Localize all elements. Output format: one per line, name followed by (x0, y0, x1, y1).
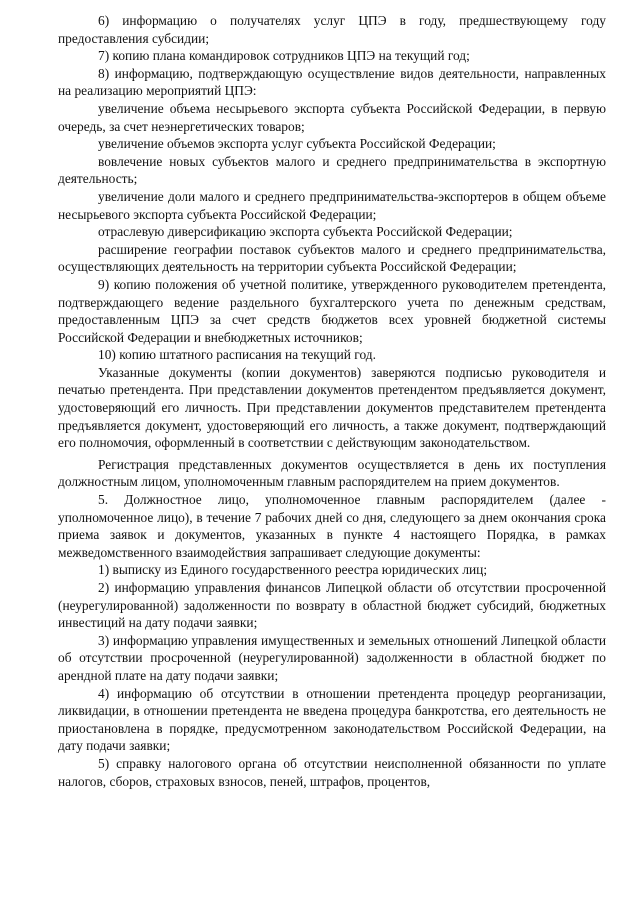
paragraph-new-subjects: вовлечение новых субъектов малого и среднего предпринимательства в экспортную деятельность; (58, 153, 606, 187)
paragraph-geography: расширение географии поставок субъектов малого и среднего предпринимательства, осуществляющих деятельность на территории субъекта Российской Федерации; (58, 241, 606, 275)
paragraph-export-volume: увеличение объема несырьевого экспорта субъекта Российской Федерации, в первую очередь, за счет неэнергетических товаров; (58, 100, 606, 134)
paragraph-item-7-travel-plan: 7) копию плана командировок сотрудников ЦПЭ на текущий год; (98, 48, 470, 64)
paragraph-export-services: увеличение объемов экспорта услуг субъекта Российской Федерации; (98, 136, 496, 152)
paragraph-request-3-property: 3) информацию управления имущественных и земельных отношений Липецкой области об отсутствии просроченной (неурегулированной) задолженности в областной бюджет по арендной плате на дату подачи заявки; (58, 632, 606, 683)
paragraph-request-5-tax: 5) справку налогового органа об отсутствии неисполненной обязанности по уплате налогов, сборов, страховых взносов, пеней, штрафов, процентов, (58, 755, 606, 789)
paragraph-item-6-recipients: 6) информацию о получателях услуг ЦПЭ в году, предшествующему году предоставления субсидии; (58, 13, 606, 46)
paragraph-request-4-bankruptcy: 4) информацию об отсутствии в отношении претендента процедур реорганизации, ликвидации, в отношении претендента не введена процедура банкротства, его деятельность не приостановлена в порядке, предусмотренном законодательством Российской Федерации, на дату подачи заявки; (58, 685, 606, 754)
paragraph-registration: Регистрация представленных документов осуществляется в день их поступления должностным лицом, уполномоченным главным распорядителем на прием документов. (58, 456, 606, 490)
paragraph-item-10-staffing: 10) копию штатного расписания на текущий год. (98, 347, 376, 363)
paragraph-certification: Указанные документы (копии документов) заверяются подписью руководителя и печатью претендента. При представлении документов претендентом предъявляется документ, удостоверяющий его личность. При представлении документов представителем претендента предъявляется документ, удостоверяющий его личность, а также документ, подтверждающий его полномочия, оформленный в соответствии с действующим законодательством. (58, 364, 606, 451)
document-page (58, 12, 606, 790)
paragraph-section-5: 5. Должностное лицо, уполномоченное главным распорядителем (далее - уполномоченное лицо), в течение 7 рабочих дней со дня, следующего за днем окончания срока приема заявок и документов, указанных в пункте 4 настоящего Порядка, в рамках межведомственного взаимодействия запрашивает следующие документы: (58, 492, 606, 560)
paragraph-request-1-registry: 1) выписку из Единого государственного реестра юридических лиц; (98, 562, 488, 578)
paragraph-item-8-activities: 8) информацию, подтверждающую осуществление видов деятельности, направленных на реализацию мероприятий ЦПЭ: (58, 65, 606, 99)
paragraph-item-9-accounting-policy: 9) копию положения об учетной политике, утвержденного руководителем претендента, подтверждающего ведение раздельного бухгалтерского учета по денежным средствам, предоставленным ЦПЭ за счет средств бюджетов всех уровней бюджетной системы Российской Федерации и внебюджетных источников; (58, 276, 606, 345)
paragraph-diversification: отраслевую диверсификацию экспорта субъекта Российской Федерации; (98, 224, 513, 240)
paragraph-request-2-finance: 2) информацию управления финансов Липецкой области об отсутствии просроченной (неурегулированной) задолженности по возврату в областной бюджет субсидий, бюджетных инвестиций на дату подачи заявки; (58, 580, 606, 631)
paragraph-sme-share: увеличение доли малого и среднего предпринимательства-экспортеров в общем объеме несырьевого экспорта субъекта Российской Федерации; (58, 188, 606, 222)
